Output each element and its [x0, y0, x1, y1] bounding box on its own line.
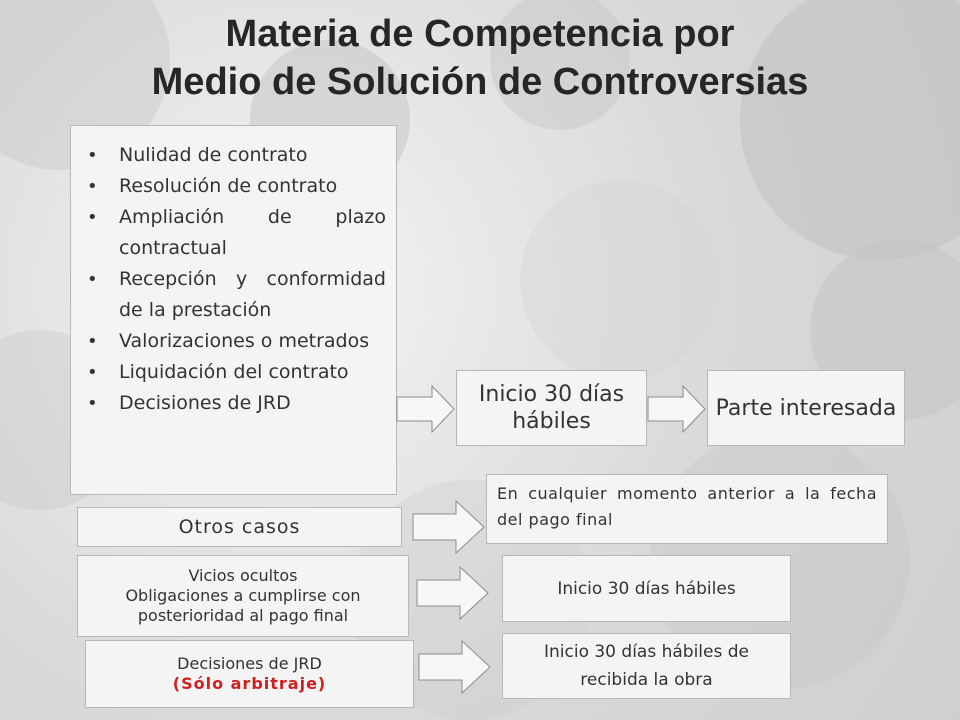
list-item: • Recepción y conformidad de la prestación [83, 264, 386, 326]
list-item: • Liquidación del contrato [83, 357, 386, 388]
vicios-line-3: posterioridad al pago final [137, 606, 349, 625]
materias-list [83, 140, 386, 419]
otros-casos-box [77, 507, 402, 547]
jrd-plazo-box [502, 633, 791, 699]
otros-plazo-box [486, 474, 888, 544]
vicios-line-2: Obligaciones a cumplirse con [125, 586, 361, 605]
vicios-plazo-label: Inicio 30 días hábiles [557, 578, 736, 599]
jrd-arbitraje-note: (Sólo arbitraje) [172, 674, 327, 693]
jrd-plazo-line-2: recibida la obra [580, 670, 713, 690]
arrow-right-icon [418, 640, 492, 694]
sujeto-label: Parte interesada [715, 395, 897, 421]
title-line-2: Medio de Solución de Controversias [151, 61, 809, 103]
jrd-plazo-line-1: Inicio 30 días hábiles de [543, 642, 749, 662]
vicios-line-1: Vicios ocultos [188, 566, 298, 585]
arrow-right-icon [647, 385, 707, 433]
list-item: • Resolución de contrato [83, 171, 386, 202]
arrow-right-icon [412, 500, 486, 554]
list-item: • Ampliación de plazo contractual [83, 202, 386, 264]
list-item: • Valorizaciones o metrados [83, 326, 386, 357]
jrd-box [85, 640, 414, 708]
vicios-box [77, 555, 409, 637]
page-title [0, 10, 960, 106]
list-item: • Nulidad de contrato [83, 140, 386, 171]
plazo-main-box [456, 370, 647, 446]
materias-list-box [70, 125, 397, 495]
jrd-line-1: Decisiones de JRD [177, 654, 322, 673]
otros-casos-label: Otros casos [178, 516, 301, 538]
list-item: • Decisiones de JRD [83, 388, 386, 419]
arrow-right-icon [416, 566, 490, 620]
title-line-1: Materia de Competencia por [225, 13, 735, 55]
otros-plazo-label: En cualquier momento anterior a la fecha del pago final [497, 484, 877, 529]
sujeto-box [707, 370, 905, 446]
arrow-right-icon [396, 385, 456, 433]
vicios-plazo-box [502, 555, 791, 622]
plazo-main-label: Inicio 30 días hábiles [478, 382, 625, 434]
